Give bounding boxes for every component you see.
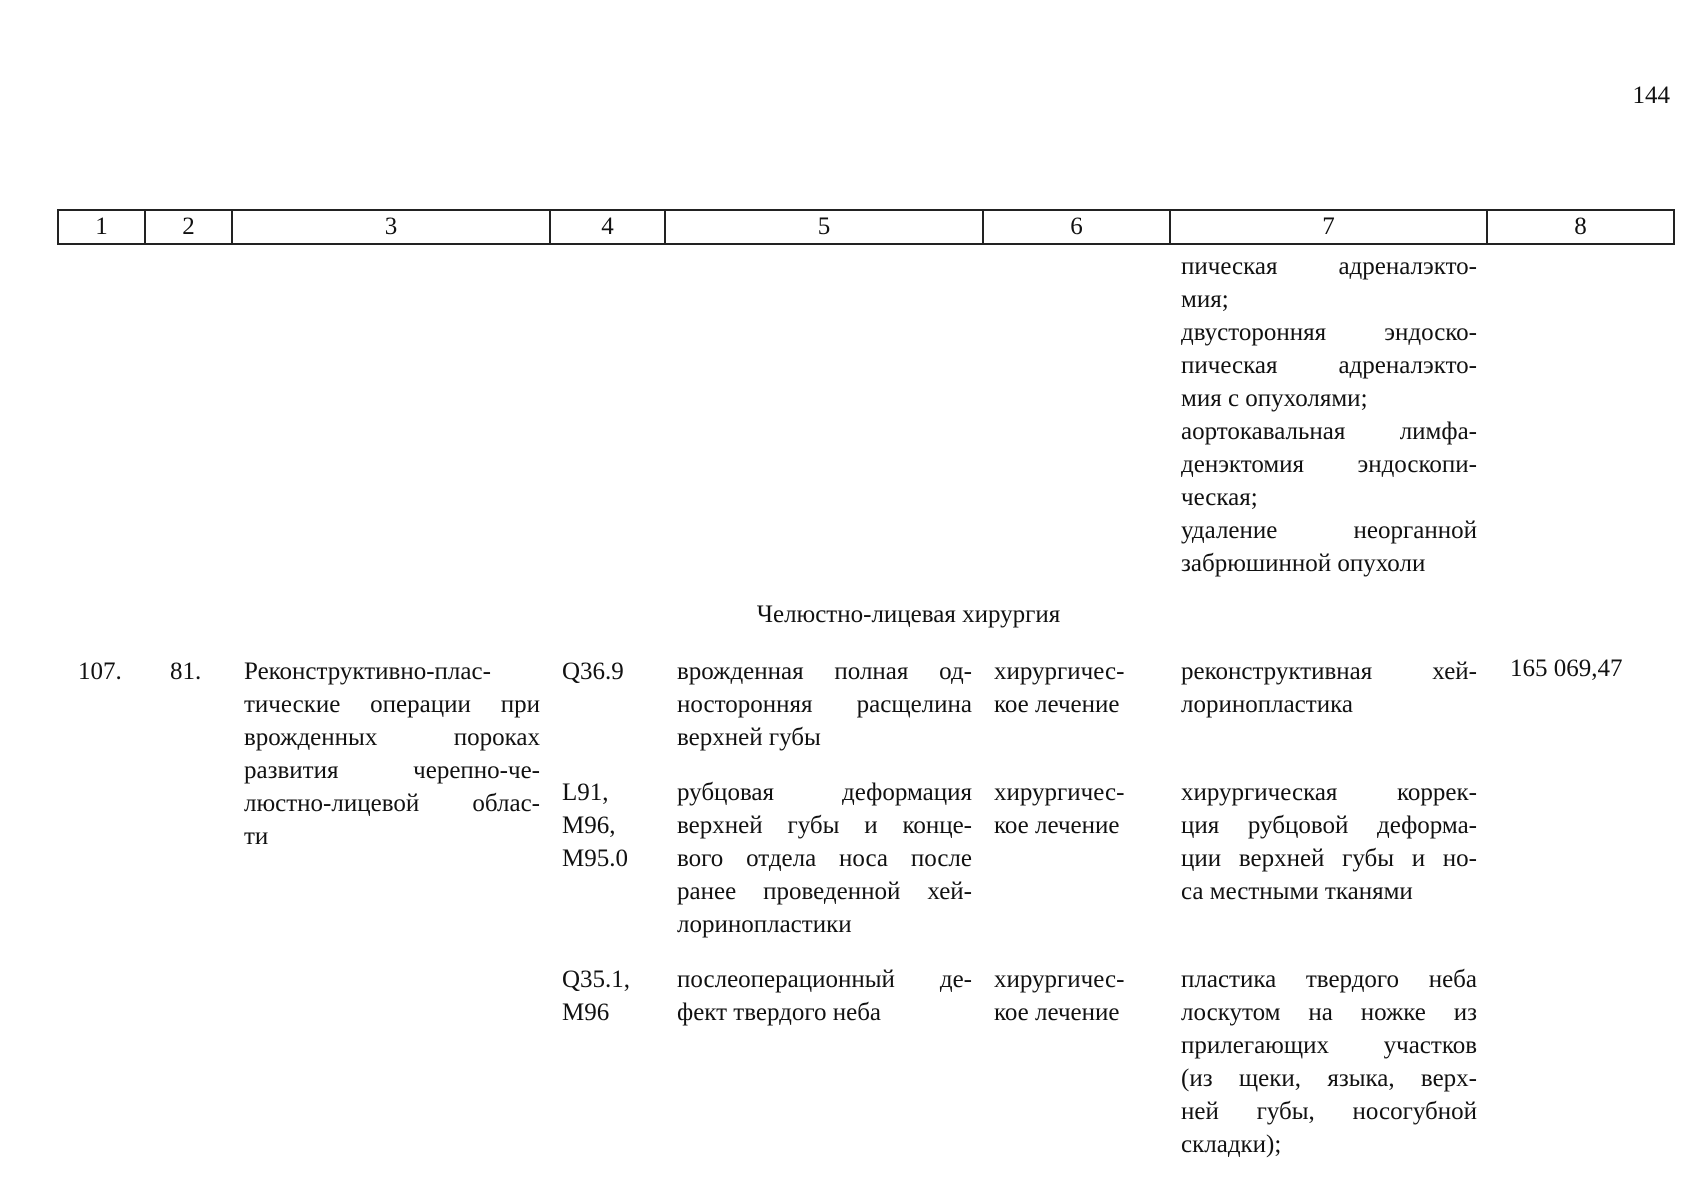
treatment-type-cell (994, 655, 1164, 721)
text-line: (из щеки, языка, верх- (1181, 1065, 1477, 1092)
text-line: M95.0 (562, 845, 628, 872)
text-line: денэктомия эндоскопи- (1181, 451, 1477, 478)
procedure-name-cell (244, 655, 540, 853)
text-line: фект твердого неба (677, 999, 882, 1026)
diagnosis-cell (677, 776, 972, 941)
text-line: L91, (562, 779, 609, 806)
treatment-method-cell (1181, 963, 1477, 1161)
text-line: прилегающих участков (1181, 1032, 1477, 1059)
section-title: Челюстно-лицевая хирургия (756, 601, 1061, 628)
text-line: кое лечение (994, 691, 1120, 718)
text-line: ция рубцовой деформа- (1181, 812, 1477, 839)
text-line: ранее проведенной хей- (677, 878, 972, 905)
row-number: 107. (78, 658, 122, 685)
diagnosis-cell (677, 655, 972, 754)
column-header-1: 1 (58, 210, 145, 244)
text-line: пластика твердого неба (1181, 966, 1477, 993)
text-line: M96, (562, 812, 616, 839)
treatment-type-cell (994, 963, 1164, 1029)
text-line: пическая адреналэкто- (1181, 352, 1477, 379)
text-line: Q36.9 (562, 658, 624, 685)
text-line: хирургическая коррек- (1181, 779, 1477, 806)
text-line: носторонняя расщелина (677, 691, 972, 718)
icd-codes-cell (562, 776, 652, 875)
text-line: двусторонняя эндоско- (1181, 319, 1477, 346)
text-line: хирургичес- (994, 966, 1125, 993)
column-header-5: 5 (665, 210, 983, 244)
text-line: ней губы, носогубной (1181, 1098, 1477, 1125)
text-line: складки); (1181, 1131, 1282, 1158)
text-line: забрюшинной опухоли (1181, 550, 1426, 577)
icd-codes-cell (562, 655, 652, 688)
icd-codes-cell (562, 963, 652, 1029)
treatment-method-cell (1181, 655, 1477, 721)
text-line: врожденных пороках (244, 724, 540, 751)
text-line: M96 (562, 999, 610, 1026)
text-line: ти (244, 823, 269, 850)
continuation-method-cell (1181, 250, 1477, 580)
text-line: рубцовая деформация (677, 779, 972, 806)
text-line: врожденная полная од- (677, 658, 972, 685)
text-line: ческая; (1181, 484, 1258, 511)
text-line: ции верхней губы и но- (1181, 845, 1477, 872)
column-header-7: 7 (1170, 210, 1487, 244)
column-number-header (57, 209, 1675, 245)
text-line: хирургичес- (994, 779, 1125, 806)
group-number: 81. (170, 658, 202, 685)
text-line: Реконструктивно-плас- (244, 658, 491, 685)
text-line: верхней губы (677, 724, 821, 751)
text-line: люстно-лицевой облас- (244, 790, 540, 817)
text-line: тические операции при (244, 691, 540, 718)
text-line: послеоперационный де- (677, 966, 972, 993)
column-header-4: 4 (550, 210, 665, 244)
text-line: мия; (1181, 286, 1229, 313)
text-line: лоскутом на ножке из (1181, 999, 1477, 1026)
text-line: Q35.1, (562, 966, 631, 993)
text-line: удаление неорганной (1181, 517, 1477, 544)
text-line: са местными тканями (1181, 878, 1413, 905)
text-line: хирургичес- (994, 658, 1125, 685)
text-line: верхней губы и конце- (677, 812, 972, 839)
text-line: развития черепно-че- (244, 757, 540, 784)
column-header-6: 6 (983, 210, 1170, 244)
treatment-type-cell (994, 776, 1164, 842)
text-line: вого отдела носа после (677, 845, 972, 872)
column-header-8: 8 (1487, 210, 1674, 244)
diagnosis-cell (677, 963, 972, 1029)
text-line: лоринопластика (1181, 691, 1353, 718)
column-header-3: 3 (232, 210, 550, 244)
text-line: кое лечение (994, 812, 1120, 839)
price-cell: 165 069,47 (1510, 655, 1623, 682)
treatment-method-cell (1181, 776, 1477, 908)
text-line: кое лечение (994, 999, 1120, 1026)
text-line: пическая адреналэкто- (1181, 253, 1477, 280)
text-line: мия с опухолями; (1181, 385, 1368, 412)
text-line: реконструктивная хей- (1181, 658, 1477, 685)
column-header-2: 2 (145, 210, 232, 244)
text-line: аортокавальная лимфа- (1181, 418, 1477, 445)
page-number: 144 (1632, 82, 1670, 109)
text-line: лоринопластики (677, 911, 852, 938)
